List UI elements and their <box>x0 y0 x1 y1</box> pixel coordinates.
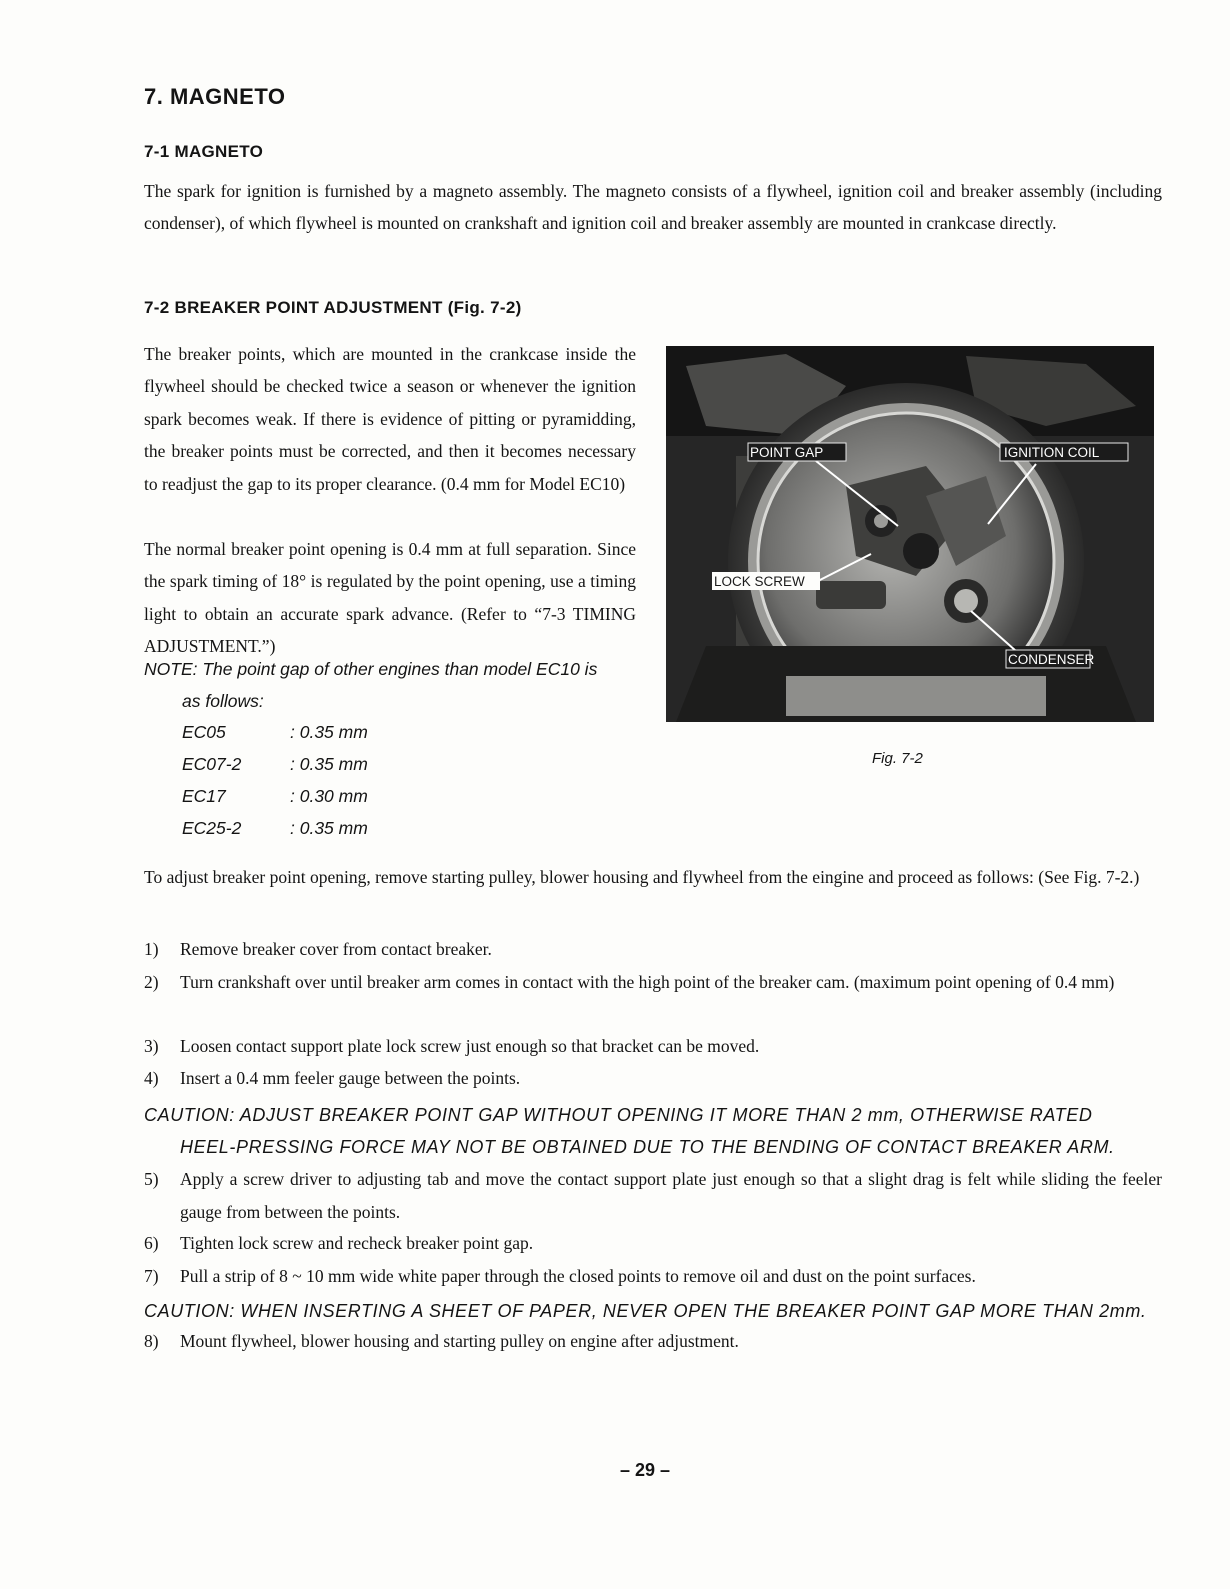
step-text: Remove breaker cover from contact breaker. <box>180 939 492 959</box>
lock-screw-label: LOCK SCREW <box>714 574 805 589</box>
step-text: Turn crankshaft over until breaker arm comes in contact with the high point of the breaker cam. (maximum point opening of 0.4 mm) <box>180 972 1115 992</box>
spec-model: EC05 <box>182 722 226 742</box>
caution-note <box>144 1099 1166 1163</box>
subsection-heading-7-1: 7-1 MAGNETO <box>144 142 264 161</box>
list-item <box>144 1030 1162 1063</box>
list-item <box>144 1163 1162 1228</box>
step-text: Apply a screw driver to adjusting tab and move the contact support plate just enough so that a slight drag is felt while sliding the feeler gauge from between the points. <box>180 1169 1162 1222</box>
spec-model: EC17 <box>182 786 226 806</box>
spec-model: EC25-2 <box>182 818 242 838</box>
condenser-label: CONDENSER <box>1008 652 1095 667</box>
spec-model: EC07-2 <box>182 754 242 774</box>
figure-caption: Fig. 7-2 <box>872 750 923 767</box>
section-title: 7. MAGNETO <box>144 84 286 109</box>
list-item <box>144 966 1162 999</box>
list-item <box>144 1062 1162 1095</box>
list-item <box>144 1260 1162 1293</box>
spec-value: : 0.35 mm <box>290 722 368 742</box>
page-number: – 29 – <box>620 1460 671 1480</box>
note-line-1: NOTE: The point gap of other engines than model EC10 is <box>144 659 598 679</box>
list-item <box>144 1227 1162 1260</box>
list-item <box>144 933 1162 966</box>
caution-line: CAUTION: ADJUST BREAKER POINT GAP WITHOUT OPENING IT MORE THAN 2 mm, OTHERWISE RATED <box>144 1105 1093 1125</box>
spec-value: : 0.35 mm <box>290 754 368 774</box>
step-text: Pull a strip of 8 ~ 10 mm wide white paper through the closed points to remove oil and dust on the point surfaces. <box>180 1266 976 1286</box>
caution-note: CAUTION: WHEN INSERTING A SHEET OF PAPER, NEVER OPEN THE BREAKER POINT GAP MORE THAN 2mm. <box>144 1301 1147 1321</box>
adjust-intro-paragraph: To adjust breaker point opening, remove starting pulley, blower housing and flywheel from the eingine and proceed as follows: (See Fig. 7-2.) <box>144 867 1140 887</box>
step-number: 4) <box>144 1068 159 1088</box>
step-text: Insert a 0.4 mm feeler gauge between the points. <box>180 1068 521 1088</box>
step-number: 5) <box>144 1169 159 1189</box>
subsection-heading-7-2: 7-2 BREAKER POINT ADJUSTMENT (Fig. 7-2) <box>144 298 522 317</box>
step-text: Tighten lock screw and recheck breaker point gap. <box>180 1233 534 1253</box>
breaker-points-paragraph: The breaker points, which are mounted in the crankcase inside the flywheel should be checked twice a season or whenever the ignition spark becomes weak. If there is evidence of pitting or pyramidding, the breaker points must be corrected, and then it becomes necessary to readjust the gap to its proper clearance. (0.4 mm for Model EC10) <box>144 344 636 494</box>
magneto-paragraph: The spark for ignition is furnished by a magneto assembly. The magneto consists of a flywheel, ignition coil and breaker assembly (including condenser), of which flywheel is mounted on crankshaft and ignition coil and breaker assembly are mounted in crankcase directly. <box>144 181 1162 233</box>
step-text: Mount flywheel, blower housing and starting pulley on engine after adjustment. <box>180 1331 739 1351</box>
step-number: 6) <box>144 1233 159 1253</box>
list-item <box>144 1325 1162 1358</box>
step-number: 3) <box>144 1036 159 1056</box>
note-line-2: as follows: <box>182 691 264 711</box>
ignition-coil-label: IGNITION COIL <box>1004 445 1100 460</box>
step-number: 8) <box>144 1331 159 1351</box>
point-gap-label: POINT GAP <box>750 445 824 460</box>
step-number: 2) <box>144 972 159 992</box>
step-number: 7) <box>144 1266 159 1286</box>
normal-opening-paragraph: The normal breaker point opening is 0.4 mm at full separation. Since the spark timing of 18° is regulated by the point opening, use a timing light to obtain an accurate spark advance. (Refer to “7-3 TIMING ADJUSTMENT.”) <box>144 539 636 657</box>
caution-line: HEEL-PRESSING FORCE MAY NOT BE OBTAINED DUE TO THE BENDING OF CONTACT BREAKER ARM. <box>180 1137 1115 1157</box>
spec-value: : 0.35 mm <box>290 818 368 838</box>
step-text: Loosen contact support plate lock screw just enough so that bracket can be moved. <box>180 1036 760 1056</box>
spec-value: : 0.30 mm <box>290 786 368 806</box>
step-number: 1) <box>144 939 159 959</box>
